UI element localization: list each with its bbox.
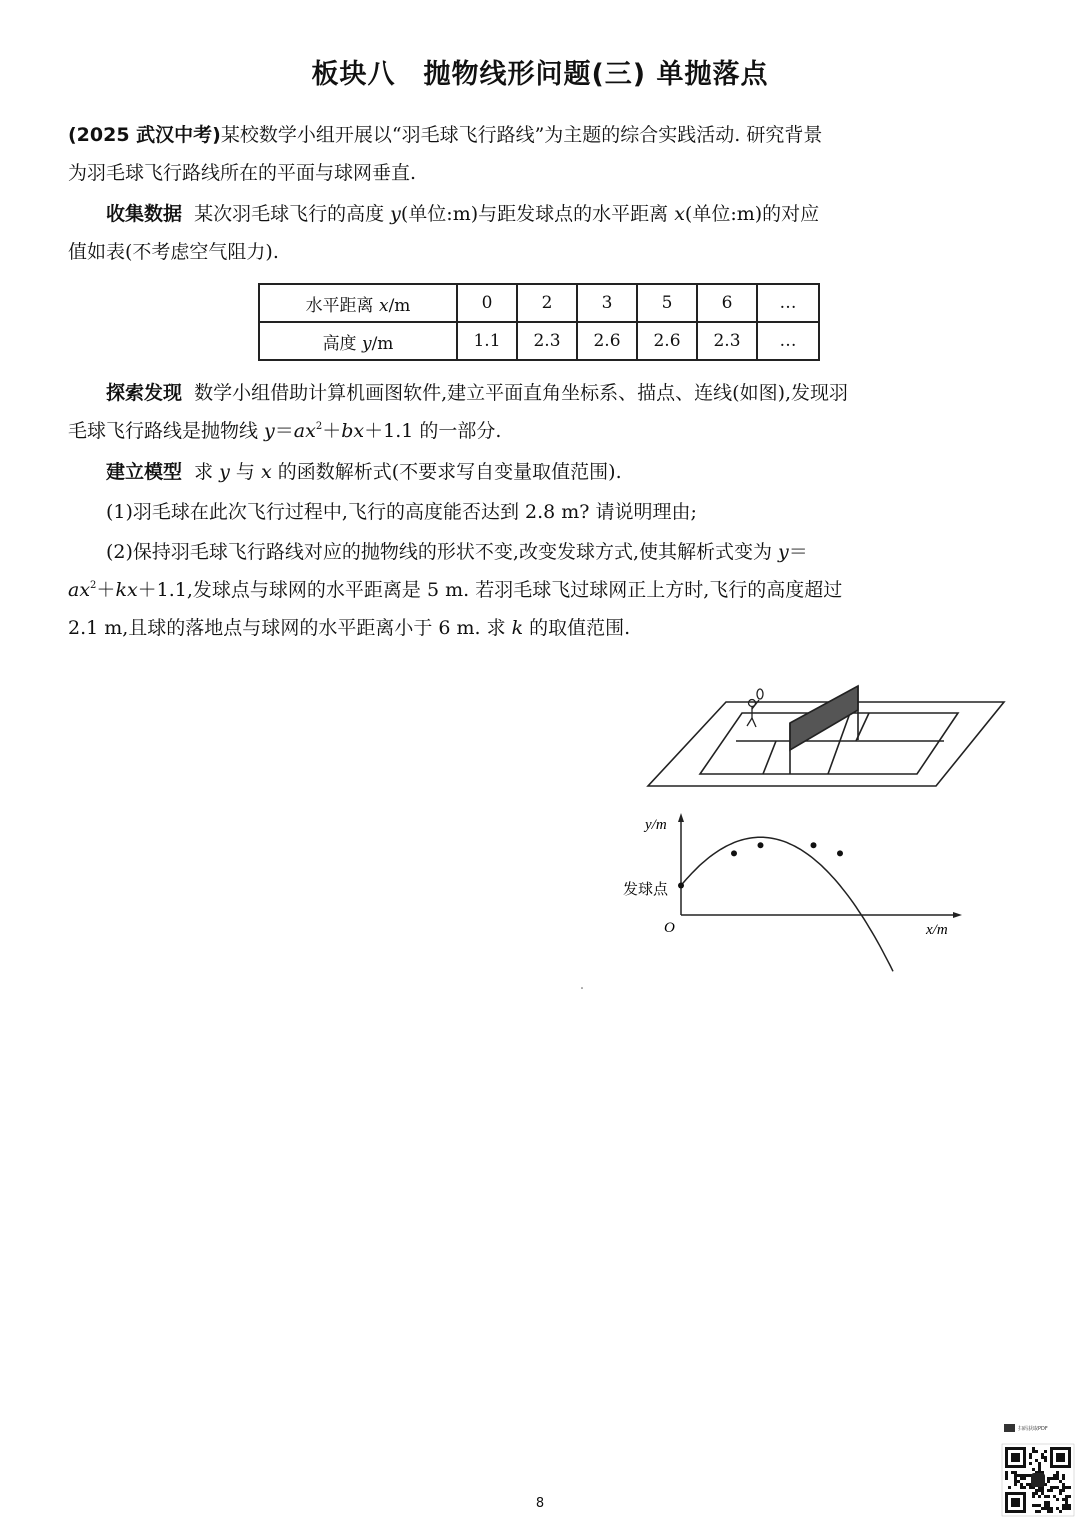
x-cell: 0 [457, 284, 517, 322]
row-label-height: 高度 y/m [259, 322, 457, 360]
serve-point-label: 发球点 [623, 880, 669, 898]
parabola-curve [681, 837, 893, 971]
badminton-court-illustration [648, 686, 1004, 786]
problem-source: (2025 武汉中考) [68, 124, 221, 146]
data-points [678, 842, 843, 888]
collect-text-2: 值如表(不考虑空气阻力). [68, 241, 279, 263]
collect-text-b: (单位:m)与距发球点的水平距离 [400, 203, 675, 225]
model-paragraph: 建立模型 求 y 与 x 的函数解析式(不要求写自变量取值范围). [68, 453, 1008, 491]
qr-logo-icon [1004, 1424, 1015, 1432]
qr-caption: 扫码获取PDF [1018, 1426, 1048, 1432]
x-cell: 6 [697, 284, 757, 322]
intro-text-2: 为羽毛球飞行路线所在的平面与球网垂直. [68, 162, 417, 184]
data-point [837, 850, 843, 856]
page-title: 板块八 抛物线形问题(三) 单抛落点 [311, 59, 769, 90]
y-cell: 2.3 [517, 322, 577, 360]
explore-text-2a: 毛球飞行路线是抛物线 [68, 420, 265, 442]
intro-text-1: 某校数学小组开展以“羽毛球飞行路线”为主题的综合实践活动. 研究背景 [220, 124, 823, 146]
question-2: (2)保持羽毛球飞行路线对应的抛物线的形状不变,改变发球方式,使其解析式变为 y＝ $ax^2+kx+1.1$,发球点与球网的水平距离是 5 m. 若羽毛球飞过球网正上方时,飞行的高度超过 2.1 m,且球的落地点与球网的水平距离小于 6 m. 求 k 的取值范围. [68, 541, 843, 639]
x-cell-ellipsis: … [757, 284, 819, 322]
x-axis-label: x/m [926, 922, 948, 938]
x-axis-arrow-icon [953, 912, 962, 918]
parabola-graph [623, 813, 962, 971]
question-1: (1)羽毛球在此次飞行过程中,飞行的高度能否达到 2.8 m? 请说明理由; [106, 501, 697, 523]
collect-text-a: 某次羽毛球飞行的高度 [194, 203, 391, 225]
explore-text-1: 数学小组借助计算机画图软件,建立平面直角坐标系、描点、连线(如图),发现羽 [194, 382, 849, 404]
stray-dot [581, 987, 583, 989]
explore-text-2b: 的一部分. [413, 420, 502, 442]
row-label-distance: 水平距离 x/m [259, 284, 457, 322]
explore-paragraph: 探索发现 数学小组借助计算机画图软件,建立平面直角坐标系、描点、连线(如图),发现羽 毛球飞行路线是抛物线 $y=ax^2+bx+1.1$ 的一部分. [68, 382, 849, 442]
y-cell: 2.6 [637, 322, 697, 360]
var-y: y [390, 203, 401, 225]
var-x: x [674, 203, 685, 225]
explore-label: 探索发现 [106, 382, 183, 404]
data-point [731, 850, 737, 856]
data-point [678, 883, 684, 889]
y-axis-label: y/m [645, 817, 667, 833]
y-cell: 2.6 [577, 322, 637, 360]
player-icon [747, 689, 763, 727]
model-label: 建立模型 [106, 461, 183, 483]
x-cell: 5 [637, 284, 697, 322]
page-number: 8 [535, 1496, 545, 1511]
y-axis-arrow-icon [678, 813, 684, 822]
qr-code [1002, 1424, 1074, 1516]
data-point [758, 842, 764, 848]
y-cell-ellipsis: … [757, 322, 819, 360]
collect-text-c: (单位:m)的对应 [684, 203, 820, 225]
court-center-line-left [763, 741, 776, 774]
x-cell: 3 [577, 284, 637, 322]
y-cell: 1.1 [457, 322, 517, 360]
collect-data-label: 收集数据 [106, 203, 183, 225]
x-cell: 2 [517, 284, 577, 322]
origin-label: O [664, 920, 675, 936]
data-point [811, 842, 817, 848]
y-cell: 2.3 [697, 322, 757, 360]
